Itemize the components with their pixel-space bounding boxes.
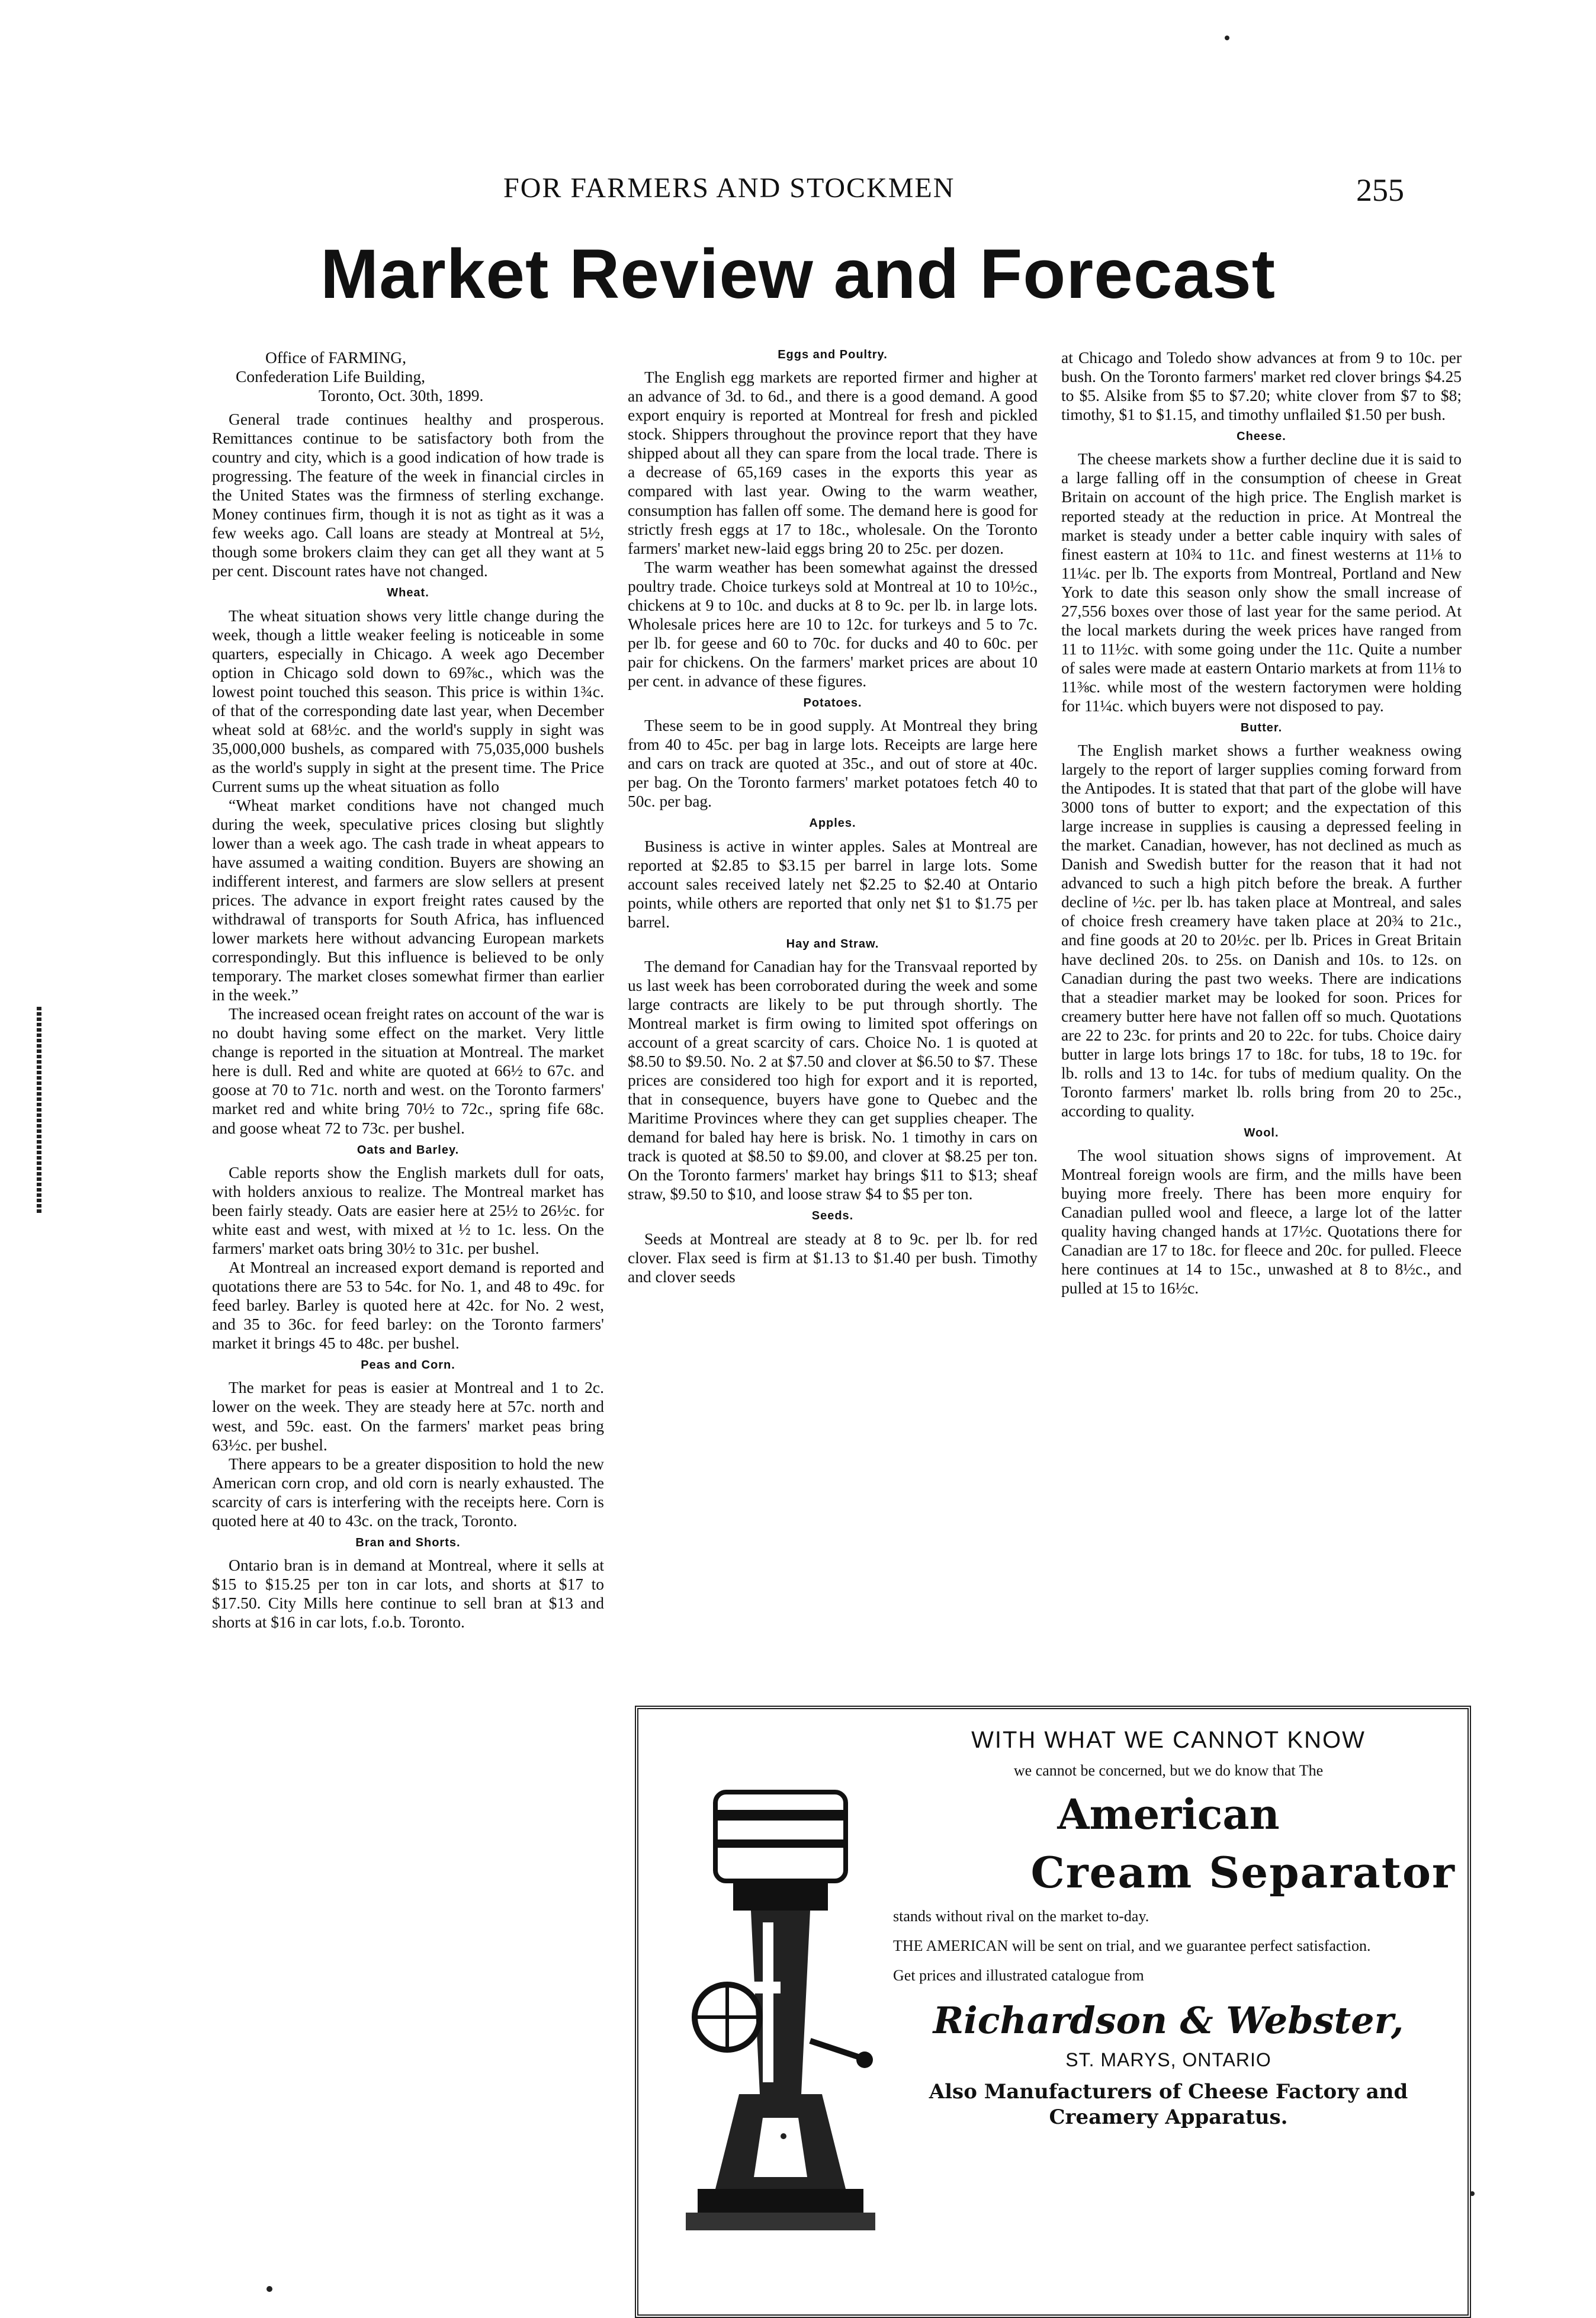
poultry-paragraph: The warm weather has been somewhat against the dressed poultry trade. Choice turkeys sold at Montreal at 10 to 10½c., chickens at 9 to 10c. and ducks at 8 to 9c. per lb. in large lots. Wholesale prices here are 10 to 12c. for turkeys and 5 to 7c. per lb. for geese and 60 to 70c. for ducks and 40 to 60c. per pair for chickens. On the farmers' market prices are about 10 per cent. in advance of these figures. [628,557,1038,690]
oats-paragraph: Cable reports show the English markets dull for oats, with holders anxious to realize. The Montreal market has been fairly steady. Oats are easier here at 25½ to 26½c. for white east and west, with mixed at ½ to 1c. less. On the farmers' market oats bring 30½ to 31c. per bushel. [212,1163,604,1257]
eggs-paragraph: The English egg markets are reported firmer and higher at an advance of 3d. to 6d., and there is a good demand. A good export enquiry is reported at Montreal for fresh and pickled stock. Shippers throughout the province report that they have shipped about all they can spare from the local trade. There is a decrease of 65,169 cases in the exports this year as compared with last year. Owing to the warm weather, consumption has fallen off some. The demand here is good for strictly fresh eggs at 17 to 18c., wholesale. On the Toronto farmers' market new-laid eggs bring 20 to 25c. per dozen. [628,368,1038,557]
section-heading-wheat: Wheat. [387,586,429,600]
ad-claim-line: stands without rival on the market to-day. [893,1908,1149,1925]
section-heading-hay-straw: Hay and Straw. [786,937,879,951]
column-1 [212,348,604,1632]
apples-paragraph: Business is active in winter apples. Sales at Montreal are reported at $2.85 to $3.15 per barrel in large lots. Some account sales received lately net $2.25 to $2.40 at Ontario points, while others are reported that only net $1 to $1.75 per barrel. [628,836,1038,931]
section-heading-butter: Butter. [1240,721,1283,734]
page-title: Market Review and Forecast [320,235,1276,313]
ad-intro-line: we cannot be concerned, but we do know that The [1013,1762,1324,1779]
cream-separator-advertisement [635,1706,1471,2318]
page-number: 255 [1356,172,1404,208]
section-heading-apples: Apples. [809,817,856,830]
speck [781,2133,786,2139]
section-heading-seeds: Seeds. [811,1209,854,1223]
ad-trial-line: THE AMERICAN will be sent on trial, and we guarantee perfect satisfaction. [893,1937,1371,1955]
column-2 [628,348,1038,1286]
peas-paragraph: The market for peas is easier at Montreal and 1 to 2c. lower on the week. They are steady here at 57c. north and west, and 59c. east. On the farmers' market peas bring 63½c. per bushel. [212,1378,604,1454]
wheat-paragraph: The wheat situation shows very little change during the week, though a little weaker feeling is noticeable in some quarters, especially in Chicago. A week ago December option in Chicago sold down to 69⅞c., which was the lowest point touched this season. This price is within 1¾c. of that of the corresponding date last year, when December wheat sold at 68½c. and the world's supply in sight was 35,000,000 bushels, as compared with 75,035,000 bushels as the world's supply in sight at the present time. The Price Current sums up the wheat situation as follo [212,606,604,795]
margin-rule [37,1007,41,1214]
column-3 [1061,348,1462,1298]
ad-copy [875,1721,1462,2130]
cream-separator-illustration [674,1786,887,2260]
section-heading-oats-barley: Oats and Barley. [357,1143,460,1157]
ad-headline: WITH WHAT WE CANNOT KNOW [971,1727,1366,1753]
intro-paragraph: General trade continues healthy and prosperous. Remittances continue to be satisfactory both from the country and city, which is a good indication of how trade is progressing. The feature of the week in financial circles in the United States was the firmness of sterling exchange. Money continues firm, though it is not as tight as it was a few weeks ago. Call loans are steady at Montreal at 5½, though some brokers claim they can get all they want at 5 per cent. Discount rates have not changed. [212,410,604,580]
ad-brand-cream-separator: Cream Separator [1030,1847,1456,1898]
potatoes-paragraph: These seem to be in good supply. At Montreal they bring from 40 to 45c. per bag in large lots. Receipts are large here and cars on track are quoted at 35c., and out of store at 40c. per bag. On the Toronto farmers' market potatoes fetch 40 to 50c. per bag. [628,716,1038,811]
seeds-paragraph: Seeds at Montreal are steady at 8 to 9c. per lb. for red clover. Flax seed is firm at $1.13 to $1.40 per bush. Timothy and clover seeds [628,1229,1038,1286]
ad-catalogue-line: Get prices and illustrated catalogue from [893,1967,1144,1985]
dateline-building: Confederation Life Building, [236,367,425,386]
dateline [212,348,604,405]
dateline-date: Toronto, Oct. 30th, 1899. [319,386,484,405]
speck [1470,2191,1475,2196]
ad-dealer-town: ST. MARYS, ONTARIO [1065,2049,1271,2071]
cheese-paragraph: The cheese markets show a further decline due it is said to a large falling off in the consumption of cheese in Great Britain on account of the high price. The English market is reported steady at the reduction in price. At Montreal the market is steady under a better cable inquiry with sales of finest eastern at 10¾ to 11c. and finest westerns at 11⅛ to 11¼c. per lb. The exports from Montreal, Portland and New York to date this season only show the small increase of 27,556 boxes over those of last year for the same period. At the local markets during the week prices have ranged from 11 to 11½c. with some going under the 11c. Quite a number of sales were made at eastern Ontario markets at from 11⅛ to 11⅜c. while most of the western factorymen were holding for 11¼c. which buyers were not disposed to pay. [1061,450,1462,715]
wheat-paragraph: The increased ocean freight rates on account of the war is no doubt having some effect on the market. Very little change is reported in the situation at Montreal. The market here is dull. Red and white are quoted at 66½ to 67c. and goose at 70 to 71c. north and west. on the Toronto farmers' market red and white bring 70½ to 72c., spring fife 68c. and goose wheat 72 to 73c. per bushel. [212,1004,604,1137]
wool-paragraph: The wool situation shows signs of improvement. At Montreal foreign wools are firm, and the mills have been buying more freely. There has been more enquiry for Canadian pulled wool and fleece, a large lot of the latter quality having changed hands at 17½c. Quotations there for Canadian are 17 to 18c. for fleece and 20c. for pulled. Fleece here continues at 14 to 15c., unwashed at 8 to 8½c., and pulled at 15 to 16½c. [1061,1146,1462,1298]
barley-paragraph: At Montreal an increased export demand is reported and quotations there are 53 to 54c. for No. 1, and 48 to 49c. for feed barley. Barley is quoted here at 42c. for No. 2 west, and 35 to 36c. for feed barley: on the Toronto farmers' market it brings 45 to 48c. per bushel. [212,1258,604,1353]
ad-brand-american: American [1057,1790,1280,1839]
running-head: FOR FARMERS AND STOCKMEN [503,172,955,204]
section-heading-peas-corn: Peas and Corn. [361,1359,455,1372]
section-heading-bran-shorts: Bran and Shorts. [355,1536,461,1549]
ad-dealer-name: Richardson & Webster, [933,1999,1404,2043]
speck [266,2286,272,2292]
speck [1225,36,1229,40]
seeds-continued-paragraph: at Chicago and Toledo show advances at from 9 to 10c. per bush. On the Toronto farmers' market red clover brings $4.25 to $5. Alsike from $5 to $7.20; white clover from $7 to $8; timothy, $1 to $1.15, and timothy unflailed $1.50 per bush. [1061,348,1462,424]
ad-manufacturers-line: Also Manufacturers of Cheese Factory and Creamery Apparatus. [929,2080,1408,2129]
wheat-quote-paragraph: “Wheat market conditions have not changed much during the week, speculative prices closing but slightly lower than a week ago. The cash trade in wheat appears to have assumed a waiting condition. Buyers are showing an indifferent interest, and farmers are slow sellers at present prices. The advance in export freight rates caused by the withdrawal of transports for South Africa, has influenced lower markets here without advancing European markets correspondingly. But this influence is believed to be only temporary. The market closes somewhat firmer than earlier in the week.” [212,795,604,1004]
butter-paragraph: The English market shows a further weakness owing largely to the report of larger supplies coming forward from the Antipodes. It is stated that that part of the globe will have 3000 tons of butter to export; and the expectation of this large increase in supplies is causing a depressed feeling in the market. Canadian, however, has not declined as much as Danish and Swedish butter for the reason that it had not advanced to such a high pitch before the break. A further decline of ½c. per lb. has taken place at Montreal, and sales of choice fresh creamery have taken place at 20¾ to 21c., and fine goods at 20 to 20½c. per lb. Prices in Great Britain have declined 20s. to 25s. on Danish and 10s. to 12s. on Canadian during the past two weeks. There are indications that a steadier market may be looked for soon. Prices for creamery butter here have not fallen off so much. Quotations are 22 to 23c. for prints and 20 to 22c. for tubs. Choice dairy butter in large lots brings 17 to 18c. for tubs, 18 to 19c. for lb. rolls and 13 to 14c. for tubs of medium quality. On the Toronto farmers' market lb. rolls bring from 20 to 25c., according to quality. [1061,741,1462,1120]
section-heading-eggs-poultry: Eggs and Poultry. [778,348,888,361]
section-heading-wool: Wool. [1244,1126,1279,1139]
corn-paragraph: There appears to be a greater disposition to hold the new American corn crop, and old corn is nearly exhausted. The scarcity of cars is interfering with the receipts here. Corn is quoted here at 40 to 43c. on the track, Toronto. [212,1454,604,1530]
dateline-office: Office of FARMING, [265,348,407,367]
bran-paragraph: Ontario bran is in demand at Montreal, where it sells at $15 to $15.25 per ton in car lots, and shorts at $17 to $17.50. City Mills here continue to sell bran at $13 and shorts at $16 in car lots, f.o.b. Toronto. [212,1556,604,1632]
section-heading-potatoes: Potatoes. [803,696,862,709]
hay-paragraph: The demand for Canadian hay for the Transvaal reported by us last week has been corroborated during the week and some large contracts are likely to be put through shortly. The Montreal market is firm owing to limited spot offerings on account of a great scarcity of cars. Choice No. 1 is quoted at $8.50 to $9.50. No. 2 at $7.50 and clover at $6.50 to $7. These prices are considered too high for export and it is reported, that in consequence, buyers have gone to Quebec and the Maritime Provinces where they can get supplies cheaper. The demand for baled hay here is brisk. No. 1 timothy in cars on track is quoted at $8.50 to $9.00, and clover at $8.25 per ton. On the Toronto farmers' market hay brings $11 to $13; sheaf straw, $9.50 to $10, and loose straw $4 to $5 per ton. [628,957,1038,1203]
section-heading-cheese: Cheese. [1237,430,1286,444]
